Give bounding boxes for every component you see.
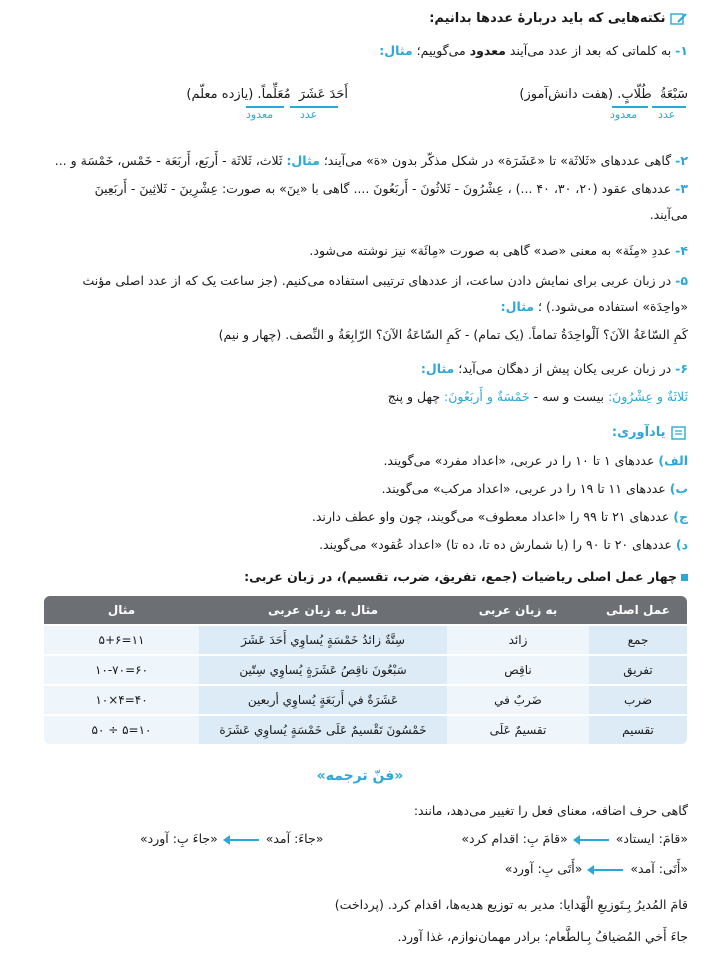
item-6: ۶- در زبان عربی یکان پیش از دهگان می‌آید؛ مثال: bbox=[420, 361, 688, 376]
arrow-left-icon bbox=[589, 869, 623, 871]
example-left: أَحَدَ عَشَرَ مُعَلِّماً. (یازده معلّم) bbox=[186, 87, 348, 102]
cell: خَمْسُونَ تَقْسيمٌ عَلَى خَمْسَةٍ يُساوِي عَشَرَة bbox=[199, 714, 447, 744]
table-row bbox=[44, 624, 687, 654]
cell: تقسيمٌ عَلَى bbox=[447, 714, 589, 744]
cell: ۱۰=۵ ÷ ۵۰ bbox=[44, 714, 199, 744]
cell: سِتَّةٌ زائدُ خَمْسَةٍ يُساوِي أَحَدَ عَشَرَ bbox=[199, 624, 447, 654]
arrow-left-icon bbox=[575, 839, 609, 841]
item-2: ۲- گاهی عددهای «ثَلاثَة» تا «عَشَرَة» در شکل مذکّر بدون «ة» می‌آیند؛ مثال: ثَلاث، ثَلاثَة - أَربَع، أَربَعَة - خَمْس، خَمْسَة و ... bbox=[54, 153, 688, 168]
label-adad-left: عدد bbox=[300, 108, 318, 121]
header-example-arabic: مثال به زبان عربی bbox=[199, 596, 447, 624]
cell: ۱۱=۵+۶ bbox=[44, 624, 199, 654]
item-6-example: ثَلاثَةٌ و عِشْرُونَ: بیست و سه - خَمْسَةٌ و أَربَعُونَ: چهل و پنج bbox=[387, 389, 688, 404]
translation-title: «فنّ ترجمه» bbox=[316, 768, 404, 784]
ops-title: چهار عمل اصلی ریاضیات (جمع، تفریق، ضرب، تقسیم)، در زبان عربی: bbox=[244, 568, 688, 586]
reminder-title: یادآوری: bbox=[612, 424, 688, 442]
notebook-icon bbox=[670, 426, 688, 440]
example-right: سَبْعَةُ طُلّابٍ. (هفت دانش‌آموز) bbox=[519, 87, 688, 102]
cell: تقسیم bbox=[589, 714, 687, 744]
label-adad-right: عدد bbox=[658, 108, 676, 121]
translation-example-2: جاءَ أَخي المُضيافُ بِـالطَّعام: برادر مهمان‌نوازم، غذا آورد. bbox=[397, 929, 688, 944]
header-arabic: به زبان عربی bbox=[447, 596, 589, 624]
translation-intro: گاهی حرف اضافه، معنای فعل را تغییر می‌دهد، مانند: bbox=[413, 803, 688, 818]
label-madud-left: معدود bbox=[246, 108, 274, 121]
header-example: مثال bbox=[44, 596, 199, 624]
translation-example-1: قامَ المُديرُ بِـتَوزيعِ الْهَدايا: مدیر به توزیع هدیه‌ها، اقدام کرد. (پرداخت) bbox=[334, 897, 688, 912]
verb-pair-ata: «أَتَى: آمد» «أَتَى بِ: آورد» bbox=[504, 861, 688, 876]
reminder-item-a: الف) عددهای ۱ تا ۱۰ را در عربی، «اعداد مفرد» می‌گویند. bbox=[383, 453, 688, 468]
table-row bbox=[44, 684, 687, 714]
table-header-row bbox=[44, 596, 687, 624]
pencil-note-icon bbox=[670, 12, 688, 26]
table-row bbox=[44, 714, 687, 744]
verb-pair-jaa: «جاءَ: آمد» «جاءَ بِ: آورد» bbox=[140, 831, 324, 846]
item-3-cont: می‌آیند. bbox=[649, 207, 688, 222]
cell: ناقِص bbox=[447, 654, 589, 684]
reminder-item-d: د) عددهای ۲۰ تا ۹۰ را (با شمارش ده تا، ده تا) «اعداد عُقود» می‌گویند. bbox=[319, 537, 688, 552]
bullet-square-icon bbox=[681, 574, 688, 581]
cell: ۶۰=۱۰-۷۰ bbox=[44, 654, 199, 684]
item-4: ۴- عددِ «مِئَة» به معنی «صد» گاهی به صورت «مِائَة» نیز نوشته می‌شود. bbox=[309, 243, 688, 258]
item-1: ۱- به کلماتی که بعد از عدد می‌آیند معدود می‌گوییم؛ مثال: bbox=[379, 43, 688, 58]
arrow-left-icon bbox=[225, 839, 259, 841]
item-5: ۵- در زبان عربی برای نمایش دادن ساعت، از عددهای ترتیبی استفاده می‌کنیم. (جز ساعت یک که از عدد اصلی مؤنث bbox=[82, 273, 688, 288]
cell: تفریق bbox=[589, 654, 687, 684]
verb-pair-qama: «قامَ: ایستاد» «قامَ بِ: اقدام کرد» bbox=[461, 831, 688, 846]
cell: ۴۰=۴×۱۰ bbox=[44, 684, 199, 714]
operations-table bbox=[44, 596, 687, 744]
reminder-item-b: ب) عددهای ۱۱ تا ۱۹ را در عربی، «اعداد مرکب» می‌گویند. bbox=[381, 481, 688, 496]
section-title: نکته‌هایی که باید دربارهٔ عددها بدانیم: bbox=[429, 10, 688, 28]
cell: جمع bbox=[589, 624, 687, 654]
cell: ضرب bbox=[589, 684, 687, 714]
cell: سَبْعُونَ ناقِصُ عَشَرَةٍ يُساوِي سِتّين bbox=[199, 654, 447, 684]
cell: ضَربٌ في bbox=[447, 684, 589, 714]
reminder-item-c: ج) عددهای ۲۱ تا ۹۹ را «اعداد معطوف» می‌گویند، چون واو عطف دارند. bbox=[311, 509, 688, 524]
item-5-cont: «واحِدَة» استفاده می‌شود.) ؛ مثال: bbox=[500, 299, 688, 314]
cell: عَشَرَةٌ في أَربَعَةٍ يُساوِي أربعين bbox=[199, 684, 447, 714]
table-row bbox=[44, 654, 687, 684]
header-op: عمل اصلی bbox=[589, 596, 687, 624]
item-5-example: کَمِ السّاعَةُ الآنَ؟ اَلْواحِدَةُ تماماً. (یک تمام) - کَمِ السّاعَةُ الآنَ؟ الرّابِعَةُ و النِّصف. (چهار و نیم) bbox=[218, 327, 688, 342]
item-3: ۳- عددهای عقود (۲۰، ۳۰، ۴۰ ...) ، عِشْرُونَ - ثَلاثُونَ - أَربَعُونَ .... گاهی با «ینَ» به صورت: عِشْرِینَ - ثَلاثِینَ - أَربَعِینَ bbox=[94, 181, 688, 196]
label-madud-right: معدود bbox=[610, 108, 638, 121]
cell: زائد bbox=[447, 624, 589, 654]
